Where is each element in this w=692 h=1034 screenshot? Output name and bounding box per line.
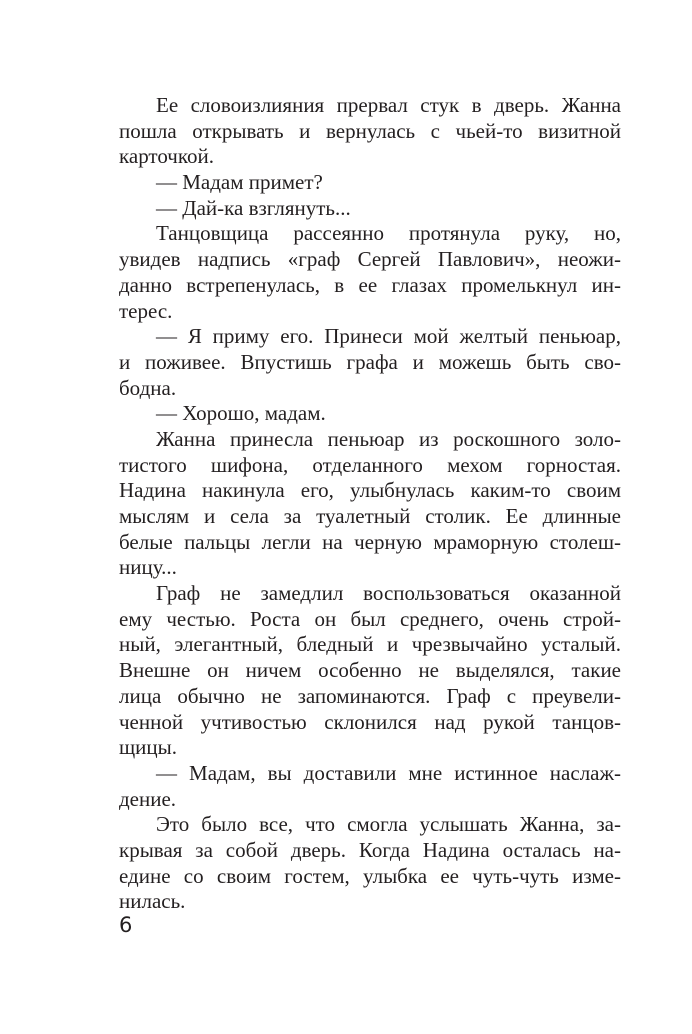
- text-line: ницу...: [119, 555, 177, 580]
- text-line: дение.: [119, 786, 177, 811]
- text-line: пошла открывать и вернулась с чьей-то визитной: [119, 118, 621, 143]
- text-line: нилась.: [119, 889, 186, 914]
- text-line: бодна.: [119, 375, 177, 400]
- text-line: лица обычно не запоминаются. Граф с преувели-: [119, 683, 621, 708]
- text-line: Танцовщица рассеянно протянула руку, но,: [156, 221, 621, 246]
- text-line: — Я приму его. Принеси мой желтый пеньюар,: [156, 324, 621, 349]
- text-line: едине со своим гостем, улыбка ее чуть-чуть изме-: [119, 863, 621, 888]
- text-line: белые пальцы легли на черную мраморную столеш-: [119, 529, 621, 554]
- text-line: Это было все, что смогла услышать Жанна, за-: [156, 812, 621, 837]
- text-line: крывая за собой дверь. Когда Надина осталась на-: [119, 837, 621, 862]
- text-line: Надина накинула его, улыбнулась каким-то своим: [119, 478, 621, 503]
- text-line: данно встрепенулась, в ее глазах промелькнул ин-: [119, 272, 621, 297]
- text-line: тистого шифона, отделанного мехом горностая.: [119, 452, 621, 477]
- text-line: ный, элегантный, бледный и чрезвычайно усталый.: [119, 632, 621, 657]
- text-line: Граф не замедлил воспользоваться оказанной: [156, 581, 621, 606]
- text-line: ему честью. Роста он был среднего, очень строй-: [119, 606, 621, 631]
- text-line: — Мадам примет?: [156, 170, 323, 195]
- text-line: и поживее. Впустишь графа и можешь быть сво-: [119, 349, 621, 374]
- text-line: терес.: [119, 298, 173, 323]
- text-line: щицы.: [119, 735, 178, 760]
- page-number: 6: [119, 913, 133, 937]
- text-line: — Хорошо, мадам.: [156, 401, 326, 426]
- text-line: ченной учтивостью склонился над рукой танцов-: [119, 709, 621, 734]
- text-line: — Дай-ка взглянуть...: [156, 195, 351, 220]
- text-line: карточкой.: [119, 144, 214, 169]
- body-text: [119, 93, 621, 915]
- text-line: Внешне он ничем особенно не выделялся, такие: [119, 658, 621, 683]
- text-line: увидев надпись «граф Сергей Павлович», неожи-: [119, 247, 621, 272]
- text-line: — Мадам, вы доставили мне истинное наслаж-: [156, 760, 621, 785]
- text-line: мыслям и села за туалетный столик. Ее длинные: [119, 504, 621, 528]
- text-line: Жанна принесла пеньюар из роскошного золо-: [156, 426, 621, 451]
- text-line: Ее словоизлияния прервал стук в дверь. Жанна: [156, 93, 621, 117]
